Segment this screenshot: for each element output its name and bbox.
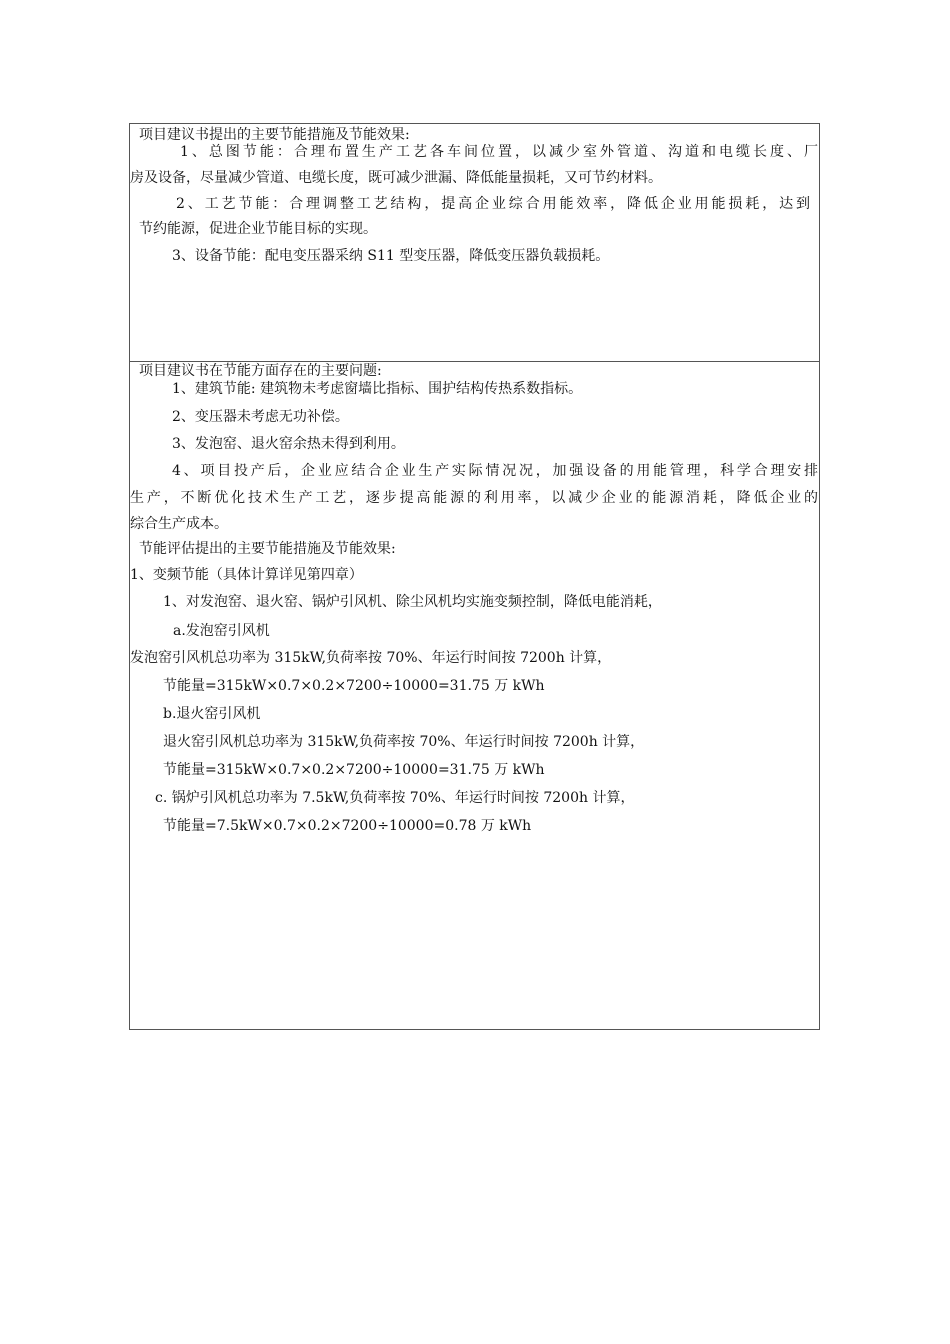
item-a-calc: 节能量=315kW×0.7×0.2×7200÷10000=31.75 万 kWh [163,678,545,694]
section1-item2-line2: 节约能源，促进企业节能目标的实现。 [139,221,377,237]
issue-3: 3、发泡窑、退火窑余热未得到利用。 [172,436,405,452]
section1-item2-line1: 2、工艺节能：合理调整工艺结构，提高企业综合用能效率，降低企业用能损耗，达到 [176,196,810,212]
vfd-title: 1、变频节能（具体计算详见第四章） [130,567,363,583]
section1-item3: 3、设备节能：配电变压器采纳 S11 型变压器，降低变压器负载损耗。 [172,248,610,264]
item-b-desc: 退火窑引风机总功率为 315kW,负荷率按 70%、年运行时间按 7200h 计算， [163,734,645,750]
evaluation-title: 节能评估提出的主要节能措施及节能效果: [139,541,396,557]
issue-4-line2: 生产，不断优化技术生产工艺，逐步提高能源的利用率，以减少企业的能源消耗，降低企业的 [130,490,818,506]
section2-title: 项目建议书在节能方面存在的主要问题: [139,363,382,379]
item-c-calc: 节能量=7.5kW×0.7×0.2×7200÷10000=0.78 万 kWh [163,818,532,834]
item-a-title: a.发泡窑引风机 [173,623,270,639]
issue-2: 2、变压器未考虑无功补偿。 [172,409,349,425]
item-b-calc: 节能量=315kW×0.7×0.2×7200÷10000=31.75 万 kWh [163,762,545,778]
issue-4-line3: 综合生产成本。 [130,516,228,532]
vfd-intro: 1、对发泡窑、退火窑、锅炉引风机、除尘风机均实施变频控制，降低电能消耗， [163,594,662,610]
issue-1: 1、建筑节能: 建筑物未考虑窗墙比指标、围护结构传热系数指标。 [172,381,583,397]
section1-title: 项目建议书提出的主要节能措施及节能效果: [139,127,410,143]
item-a-desc: 发泡窑引风机总功率为 315kW,负荷率按 70%、年运行时间按 7200h 计算， [130,650,612,666]
item-b-title: b.退火窑引风机 [163,706,261,722]
section1-item1-line2: 房及设备，尽量减少管道、电缆长度，既可减少泄漏、降低能量损耗，又可节约材料。 [130,170,662,186]
issue-4-line1: 4、项目投产后，企业应结合企业生产实际情况况，加强设备的用能管理，科学合理安排 [172,463,818,479]
item-c-desc: c. 锅炉引风机总功率为 7.5kW,负荷率按 70%、年运行时间按 7200h 计算， [155,790,635,806]
section1-item1-line1: 1、总图节能：合理布置生产工艺各车间位置，以减少室外管道、沟道和电缆长度、厂 [180,144,818,160]
